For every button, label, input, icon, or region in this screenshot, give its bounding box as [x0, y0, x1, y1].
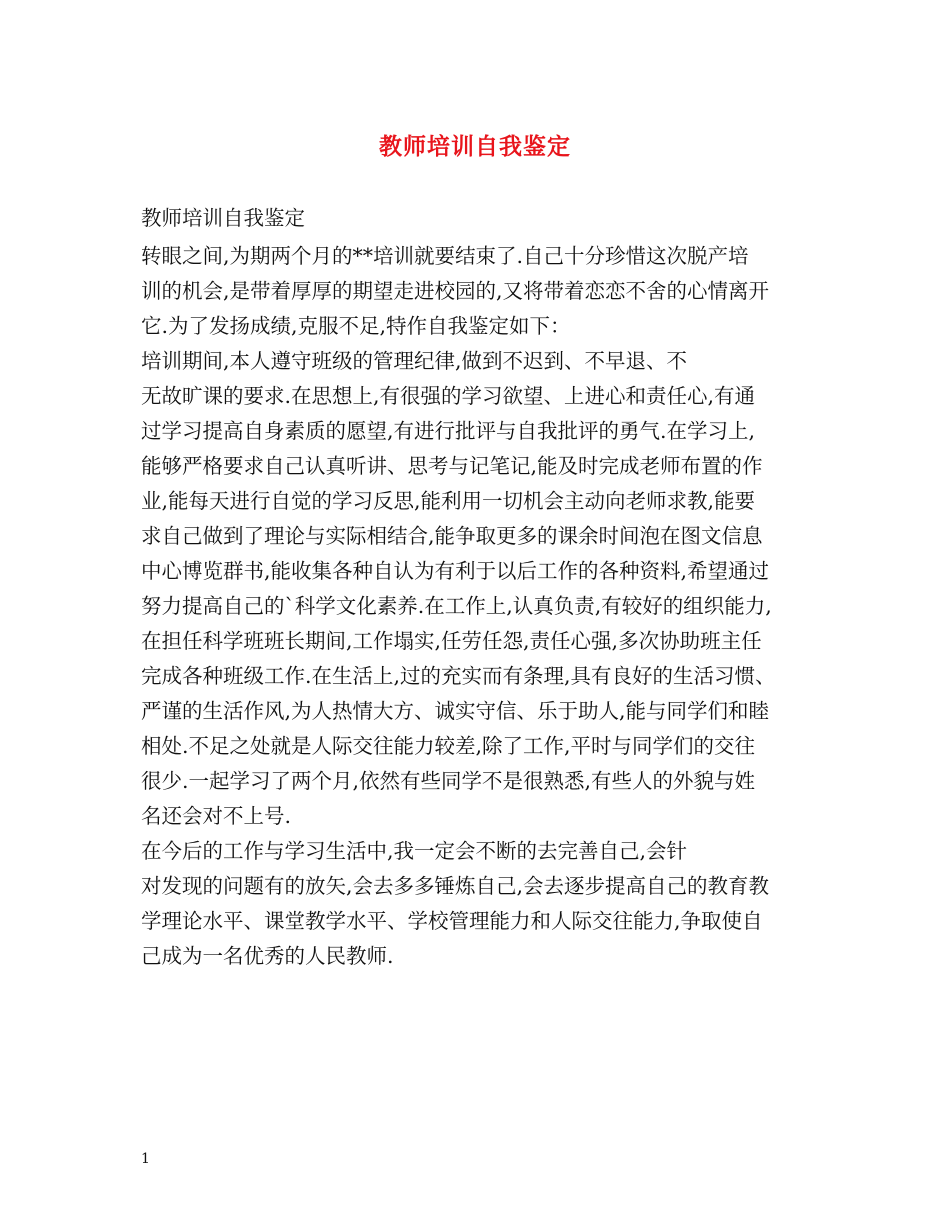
body-line: 己成为一名优秀的人民教师.	[141, 944, 394, 968]
body-line: 相处.不足之处就是人际交往能力较差,除了工作,平时与同学们的交往	[141, 734, 756, 758]
body-line: 名还会对不上号.	[141, 804, 292, 828]
body-line: 对发现的问题有的放矢,会去多多锤炼自己,会去逐步提高自己的教育教	[141, 874, 770, 898]
body-line: 无故旷课的要求.在思想上,有很强的学习欲望、上进心和责任心,有通	[141, 384, 756, 408]
body-line: 中心博览群书,能收集各种自认为有利于以后工作的各种资料,希望通过	[141, 559, 770, 583]
body-line: 转眼之间,为期两个月的**培训就要结束了.自己十分珍惜这次脱产培	[141, 244, 749, 268]
body-line: 训的机会,是带着厚厚的期望走进校园的,又将带着恋恋不舍的心情离开	[141, 279, 770, 303]
body-line: 学理论水平、课堂教学水平、学校管理能力和人际交往能力,争取使自	[141, 909, 763, 933]
body-line: 求自己做到了理论与实际相结合,能争取更多的课余时间泡在图文信息	[141, 524, 763, 548]
body-line: 严谨的生活作风,为人热情大方、诚实守信、乐于助人,能与同学们和睦	[141, 699, 770, 723]
body-line: 培训期间,本人遵守班级的管理纪律,做到不迟到、不早退、不	[141, 349, 688, 373]
document-subtitle: 教师培训自我鉴定	[141, 206, 305, 230]
body-line: 努力提高自己的`科学文化素养.在工作上,认真负责,有较好的组织能力,	[141, 594, 772, 618]
page-number: 1	[141, 1151, 150, 1167]
body-line: 在今后的工作与学习生活中,我一定会不断的去完善自己,会针	[141, 839, 688, 863]
body-line: 业,能每天进行自觉的学习反思,能利用一切机会主动向老师求教,能要	[141, 489, 756, 513]
body-line: 它.为了发扬成绩,克服不足,特作自我鉴定如下：	[141, 314, 571, 338]
document-title: 教师培训自我鉴定	[379, 133, 571, 160]
body-line: 完成各种班级工作.在生活上,过的充实而有条理,具有良好的生活习惯、	[141, 664, 776, 688]
body-line: 很少.一起学习了两个月,依然有些同学不是很熟悉,有些人的外貌与姓	[141, 769, 756, 793]
body-line: 过学习提高自身素质的愿望,有进行批评与自我批评的勇气.在学习上,	[141, 419, 756, 443]
body-line: 能够严格要求自己认真听讲、思考与记笔记,能及时完成老师布置的作	[141, 454, 763, 478]
body-line: 在担任科学班班长期间,工作塌实,任劳任怨,责任心强,多次协助班主任	[141, 629, 762, 653]
